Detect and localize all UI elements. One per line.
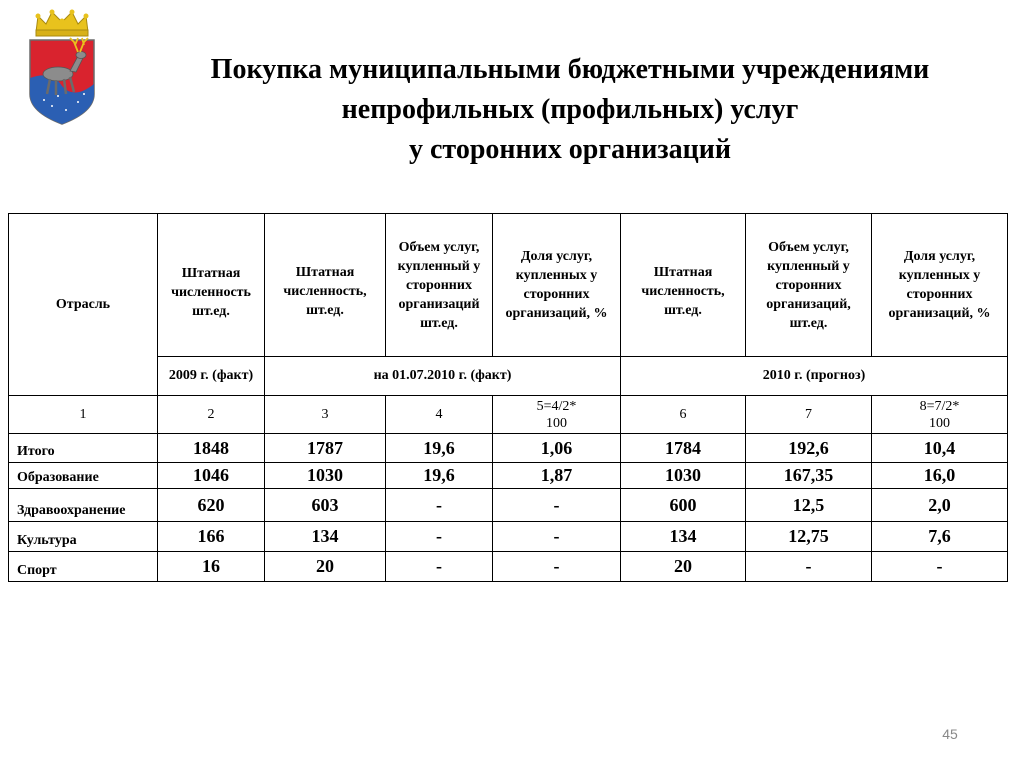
period-2010-fact: на 01.07.2010 г. (факт) — [265, 357, 621, 396]
table-cell: 600 — [621, 489, 746, 522]
table-cell: 1787 — [265, 434, 386, 463]
table-cell: 16 — [158, 552, 265, 582]
table-cell: 16,0 — [872, 463, 1008, 489]
table-row — [9, 522, 1008, 552]
slide-title — [120, 50, 1020, 170]
table-row — [9, 489, 1008, 522]
period-2009-fact: 2009 г. (факт) — [158, 357, 265, 396]
table-cell: 1,87 — [493, 463, 621, 489]
table-cell: - — [386, 522, 493, 552]
title-line-2: непрофильных (профильных) услуг — [341, 94, 799, 125]
table-cell: - — [746, 552, 872, 582]
table-cell: 1,06 — [493, 434, 621, 463]
table-cell: 12,5 — [746, 489, 872, 522]
table-row — [9, 552, 1008, 582]
table-cell: 2,0 — [872, 489, 1008, 522]
index-cell: 7 — [746, 396, 872, 434]
table-cell: 1030 — [265, 463, 386, 489]
table-cell: - — [386, 489, 493, 522]
table-cell: 603 — [265, 489, 386, 522]
table-cell: 166 — [158, 522, 265, 552]
index-cell: 2 — [158, 396, 265, 434]
index-cell-formula-5 — [493, 396, 621, 434]
page-number: 45 — [942, 726, 958, 742]
table-row — [9, 463, 1008, 489]
title-line-1: Покупка муниципальными бюджетными учреждениями — [210, 54, 930, 85]
index-cell: 6 — [621, 396, 746, 434]
coat-of-arms-icon — [22, 8, 102, 128]
index-cell-formula-8 — [872, 396, 1008, 434]
table-cell: 20 — [621, 552, 746, 582]
formula-5-multiplier: 100 — [546, 415, 567, 431]
row-label: Культура — [9, 522, 158, 552]
formula-8: 8=7/2* — [919, 398, 960, 414]
header-branch: Отрасль — [9, 214, 158, 396]
period-2010-forecast: 2010 г. (прогноз) — [621, 357, 1008, 396]
header-staff-2010-forecast: Штатная численность, шт.ед. — [621, 214, 746, 357]
table-cell: - — [386, 552, 493, 582]
table-cell: 1848 — [158, 434, 265, 463]
row-label: Спорт — [9, 552, 158, 582]
table-cell: - — [493, 489, 621, 522]
table-cell: 1046 — [158, 463, 265, 489]
table-cell: 1784 — [621, 434, 746, 463]
table-cell: 620 — [158, 489, 265, 522]
row-label: Образование — [9, 463, 158, 489]
title-line-3: у сторонних организаций — [409, 134, 731, 165]
services-table — [8, 213, 1008, 582]
table-cell: 20 — [265, 552, 386, 582]
index-cell: 1 — [9, 396, 158, 434]
header-row — [9, 214, 1008, 357]
table-cell: 19,6 — [386, 463, 493, 489]
table-cell: 134 — [265, 522, 386, 552]
table-cell: 19,6 — [386, 434, 493, 463]
header-share-2010-fact: Доля услуг, купленных у сторонних организаций, % — [493, 214, 621, 357]
period-row — [9, 357, 1008, 396]
table-cell: 192,6 — [746, 434, 872, 463]
index-cell: 4 — [386, 396, 493, 434]
formula-5: 5=4/2* — [536, 398, 577, 414]
table-cell: 167,35 — [746, 463, 872, 489]
row-label: Здравоохранение — [9, 489, 158, 522]
table-cell: 10,4 — [872, 434, 1008, 463]
header-share-2010-forecast: Доля услуг, купленных у сторонних организаций, % — [872, 214, 1008, 357]
row-label: Итого — [9, 434, 158, 463]
index-cell: 3 — [265, 396, 386, 434]
header-staff-2010-fact: Штатная численность, шт.ед. — [265, 214, 386, 357]
header-volume-2010-fact: Объем услуг, купленный у сторонних организаций шт.ед. — [386, 214, 493, 357]
table-cell: 134 — [621, 522, 746, 552]
crown-icon — [36, 10, 89, 37]
table-row — [9, 434, 1008, 463]
table-cell: - — [872, 552, 1008, 582]
table-cell: 12,75 — [746, 522, 872, 552]
table-cell: 7,6 — [872, 522, 1008, 552]
table-cell: - — [493, 552, 621, 582]
table-cell: - — [493, 522, 621, 552]
formula-8-multiplier: 100 — [929, 415, 950, 431]
header-staff-2009: Штатная численность шт.ед. — [158, 214, 265, 357]
table-cell: 1030 — [621, 463, 746, 489]
index-row — [9, 396, 1008, 434]
header-volume-2010-forecast: Объем услуг, купленный у сторонних организаций, шт.ед. — [746, 214, 872, 357]
